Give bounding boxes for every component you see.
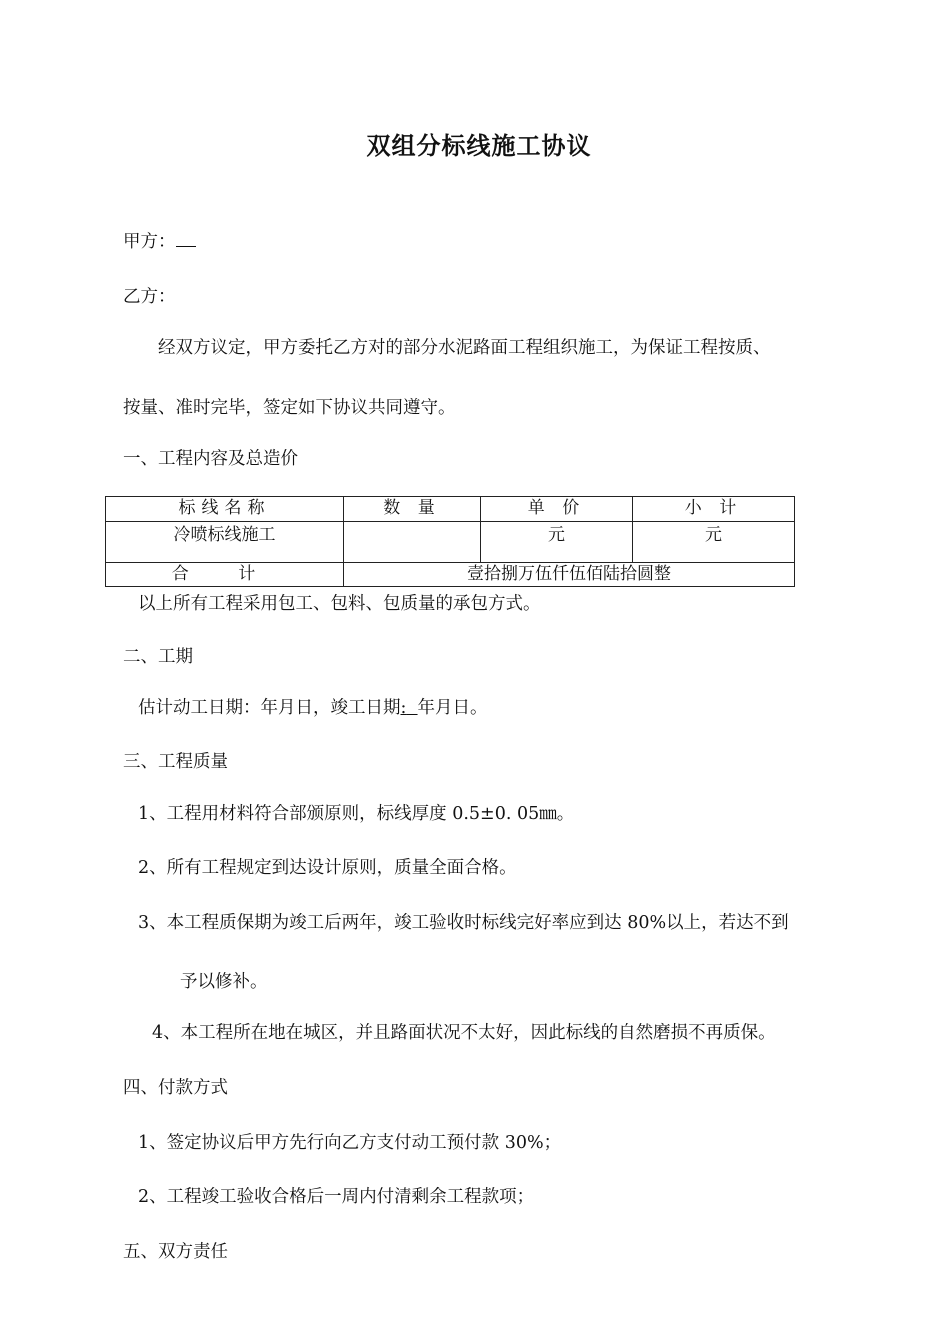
cell-subtotal: 元 bbox=[633, 522, 795, 563]
quality-item-3-cont: 予以修补。 bbox=[180, 972, 268, 992]
quality-item-1: 1、工程用材料符合部颁原则，标线厚度 0.5±0. 05㎜。 bbox=[138, 804, 575, 824]
party-a-line bbox=[123, 230, 196, 254]
intro-line-2: 按量、准时完毕，签定如下协议共同遵守。 bbox=[123, 398, 456, 418]
payment-item-1: 1、签定协议后甲方先行向乙方支付动工预付款 30%； bbox=[138, 1133, 562, 1153]
total-label: 合 计 bbox=[106, 563, 344, 587]
document-title: 双组分标线施工协议 bbox=[366, 132, 592, 160]
quality-item-3: 3、本工程质保期为竣工后两年，竣工验收时标线完好率应到达 80%以上，若达不到 bbox=[138, 913, 789, 933]
intro-line-1: 经双方议定，甲方委托乙方对的部分水泥路面工程组织施工，为保证工程按质、 bbox=[158, 338, 771, 358]
schedule-gap bbox=[406, 698, 417, 718]
contract-mode: 以上所有工程采用包工、包料、包质量的承包方式。 bbox=[138, 594, 541, 614]
header-quantity: 数 量 bbox=[344, 497, 481, 522]
schedule-colon: : bbox=[400, 698, 407, 718]
cell-unit-price: 元 bbox=[481, 522, 633, 563]
section-2-heading: 二、工期 bbox=[123, 647, 193, 667]
header-name: 标线名称 bbox=[106, 497, 344, 522]
table-header-row bbox=[106, 497, 795, 522]
header-unit-price: 单 价 bbox=[481, 497, 633, 522]
cell-quantity bbox=[344, 522, 481, 563]
payment-item-2: 2、工程竣工验收合格后一周内付清剩余工程款项； bbox=[138, 1187, 535, 1207]
section-3-heading: 三、工程质量 bbox=[123, 752, 228, 772]
work-table bbox=[105, 496, 795, 587]
section-4-heading: 四、付款方式 bbox=[123, 1078, 228, 1098]
party-a-label: 甲方： bbox=[123, 232, 176, 252]
table-row bbox=[106, 522, 795, 563]
header-subtotal: 小 计 bbox=[633, 497, 795, 522]
section-5-heading: 五、双方责任 bbox=[123, 1242, 228, 1262]
quality-item-4: 4、本工程所在地在城区，并且路面状况不太好，因此标线的自然磨损不再质保。 bbox=[152, 1023, 776, 1043]
party-b-label: 乙方： bbox=[123, 287, 176, 307]
total-value: 壹拾捌万伍仟伍佰陆拾圆整 bbox=[344, 563, 795, 587]
section-1-heading: 一、工程内容及总造价 bbox=[123, 449, 298, 469]
quality-item-2: 2、所有工程规定到达设计原则，质量全面合格。 bbox=[138, 858, 517, 878]
schedule-text-a: 估计动工日期：年月日，竣工日期 bbox=[138, 698, 401, 718]
cell-name: 冷喷标线施工 bbox=[106, 522, 344, 563]
schedule-line bbox=[138, 696, 488, 720]
schedule-text-b: 年月日。 bbox=[417, 698, 488, 718]
party-a-blank bbox=[176, 230, 196, 247]
table-total-row bbox=[106, 563, 795, 587]
